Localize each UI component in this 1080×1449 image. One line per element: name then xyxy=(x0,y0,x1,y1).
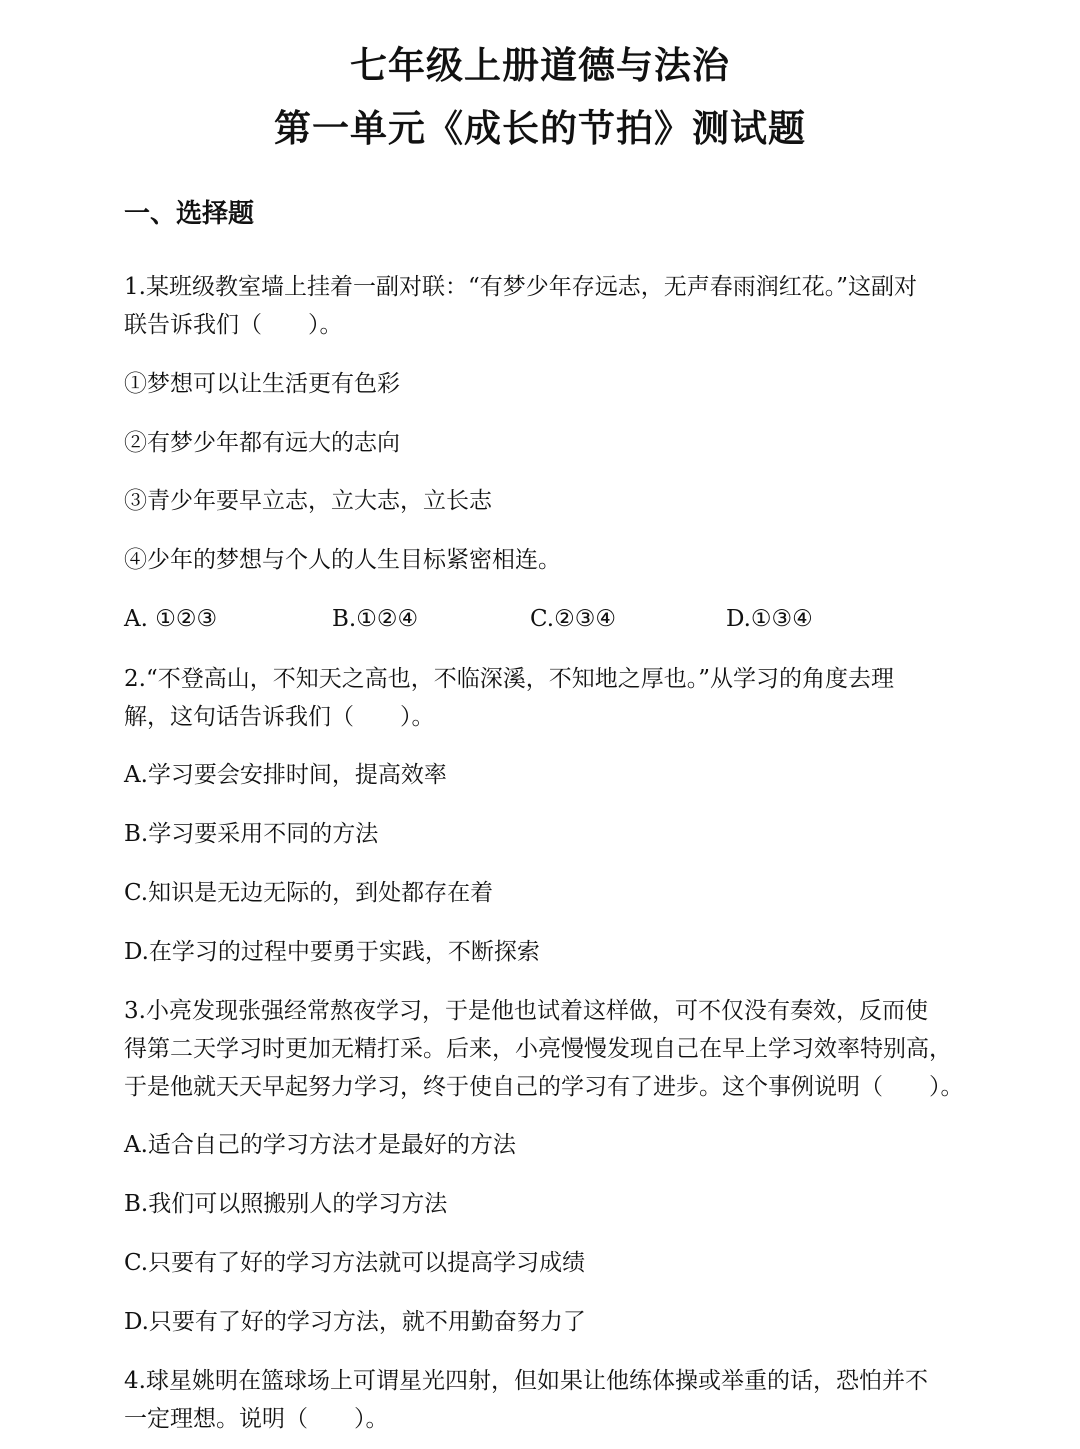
question-2-stem-line-1: 2.“不登高山，不知天之高也，不临深溪，不知地之厚也。”从学习的角度去理 xyxy=(124,666,894,692)
question-1-stem-line-1: 1.某班级教室墙上挂着一副对联：“有梦少年存远志，无声春雨润红花。”这副对 xyxy=(124,274,917,300)
question-1-option-c: C.②③④ xyxy=(530,606,616,632)
question-2-stem-line-2: 解，这句话告诉我们（ ）。 xyxy=(124,704,435,730)
question-1-option-b: B.①②④ xyxy=(332,606,419,632)
question-3-option-d: D.只要有了好的学习方法，就不用勤奋努力了 xyxy=(124,1309,586,1335)
question-2-option-c: C.知识是无边无际的，到处都存在着 xyxy=(124,880,494,906)
section-heading: 一、选择题 xyxy=(124,199,255,229)
question-3-stem-line-3: 于是他就天天早起努力学习，终于使自己的学习有了进步。这个事例说明（ ）。 xyxy=(124,1074,964,1100)
question-2-option-a: A.学习要会安排时间，提高效率 xyxy=(124,762,447,788)
question-3-option-c: C.只要有了好的学习方法就可以提高学习成绩 xyxy=(124,1250,586,1276)
question-1-option-a: A. ①②③ xyxy=(124,606,218,632)
question-3-option-a: A.适合自己的学习方法才是最好的方法 xyxy=(124,1132,516,1158)
question-1-options xyxy=(124,600,1004,638)
question-1-stem-line-2: 联告诉我们（ ）。 xyxy=(124,312,343,338)
question-3-option-b: B.我们可以照搬别人的学习方法 xyxy=(124,1191,448,1217)
document-title: 七年级上册道德与法治 xyxy=(350,44,730,87)
question-3-stem-line-1: 3.小亮发现张强经常熬夜学习，于是他也试着这样做，可不仅没有奏效，反而使 xyxy=(124,998,928,1024)
question-2-option-b: B.学习要采用不同的方法 xyxy=(124,821,379,847)
question-1-statement-2: ②有梦少年都有远大的志向 xyxy=(124,430,400,456)
question-1-statement-4: ④少年的梦想与个人的人生目标紧密相连。 xyxy=(124,547,561,573)
document-subtitle: 第一单元《成长的节拍》测试题 xyxy=(274,107,806,150)
question-1-statement-3: ③青少年要早立志，立大志，立长志 xyxy=(124,488,492,514)
question-4-stem-line-1: 4.球星姚明在篮球场上可谓星光四射，但如果让他练体操或举重的话，恐怕并不 xyxy=(124,1368,928,1394)
question-3-stem-line-2: 得第二天学习时更加无精打采。后来，小亮慢慢发现自己在早上学习效率特别高， xyxy=(124,1036,952,1062)
question-2-option-d: D.在学习的过程中要勇于实践，不断探索 xyxy=(124,939,540,965)
question-4-stem-line-2: 一定理想。说明（ ）。 xyxy=(124,1406,389,1432)
question-1-option-d: D.①③④ xyxy=(726,606,813,632)
question-1-statement-1: ①梦想可以让生活更有色彩 xyxy=(124,371,400,397)
